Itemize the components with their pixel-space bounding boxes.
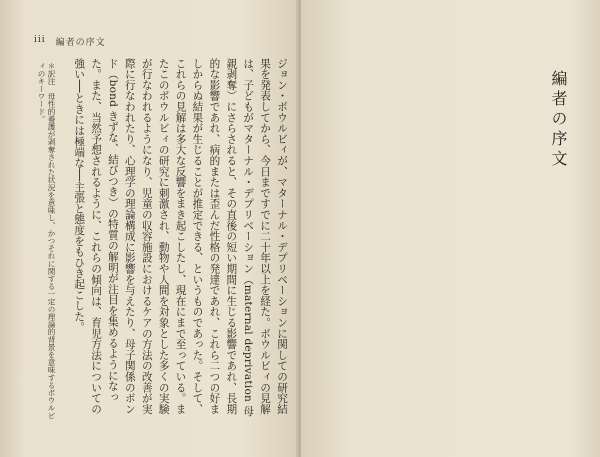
- right-page: [301, 0, 600, 457]
- left-page: [0, 0, 299, 457]
- footnote: ＊訳注 母性的養護が剥奪された状況を意味し、かつそれに関する一定の理論的背景を意味するボウルビィのキーワード。: [37, 62, 56, 420]
- body-text: [52, 58, 290, 418]
- body-paragraph: ジョン・ボウルビィが、マターナル・デプリベーションに関しての研究結果を発表してから、今日まですでに二十年以上を経た。ボウルビィの見解は、子どもがマターナル・デプリベーション（maternal deprivation 母親剥奪）にさらされると、その直後の短い期間に生じる影響であれ、長期的な影響であれ、病的または歪んだ性格の発達であれ、これら二つの好ましからぬ結果が生じることが推定できる、というものであった。そして、これらの見解は多大な反響をまき起こしたし、現在にまで至っている。またこのボウルビィの研究に刺激され、動物や人間を対象とした多くの実験が行なわれるようになり、児童の収容施設におけるケアの方法の改善が実際に行なわれたり、心理学の理論構成に影響を与えたり、母子関係のボンド（bond きずな、結びつき）の特質の解明が注目を集めるようになった。また、当然予想されるように、これらの傾向は、育児方法についての強い──ときには極端な──主張と態度をもひき起こした。: [73, 58, 288, 417]
- section-heading: 編者の序文: [549, 70, 568, 170]
- folio: iii: [34, 35, 46, 45]
- running-title: 編者の序文: [55, 38, 106, 48]
- running-head: [34, 35, 106, 48]
